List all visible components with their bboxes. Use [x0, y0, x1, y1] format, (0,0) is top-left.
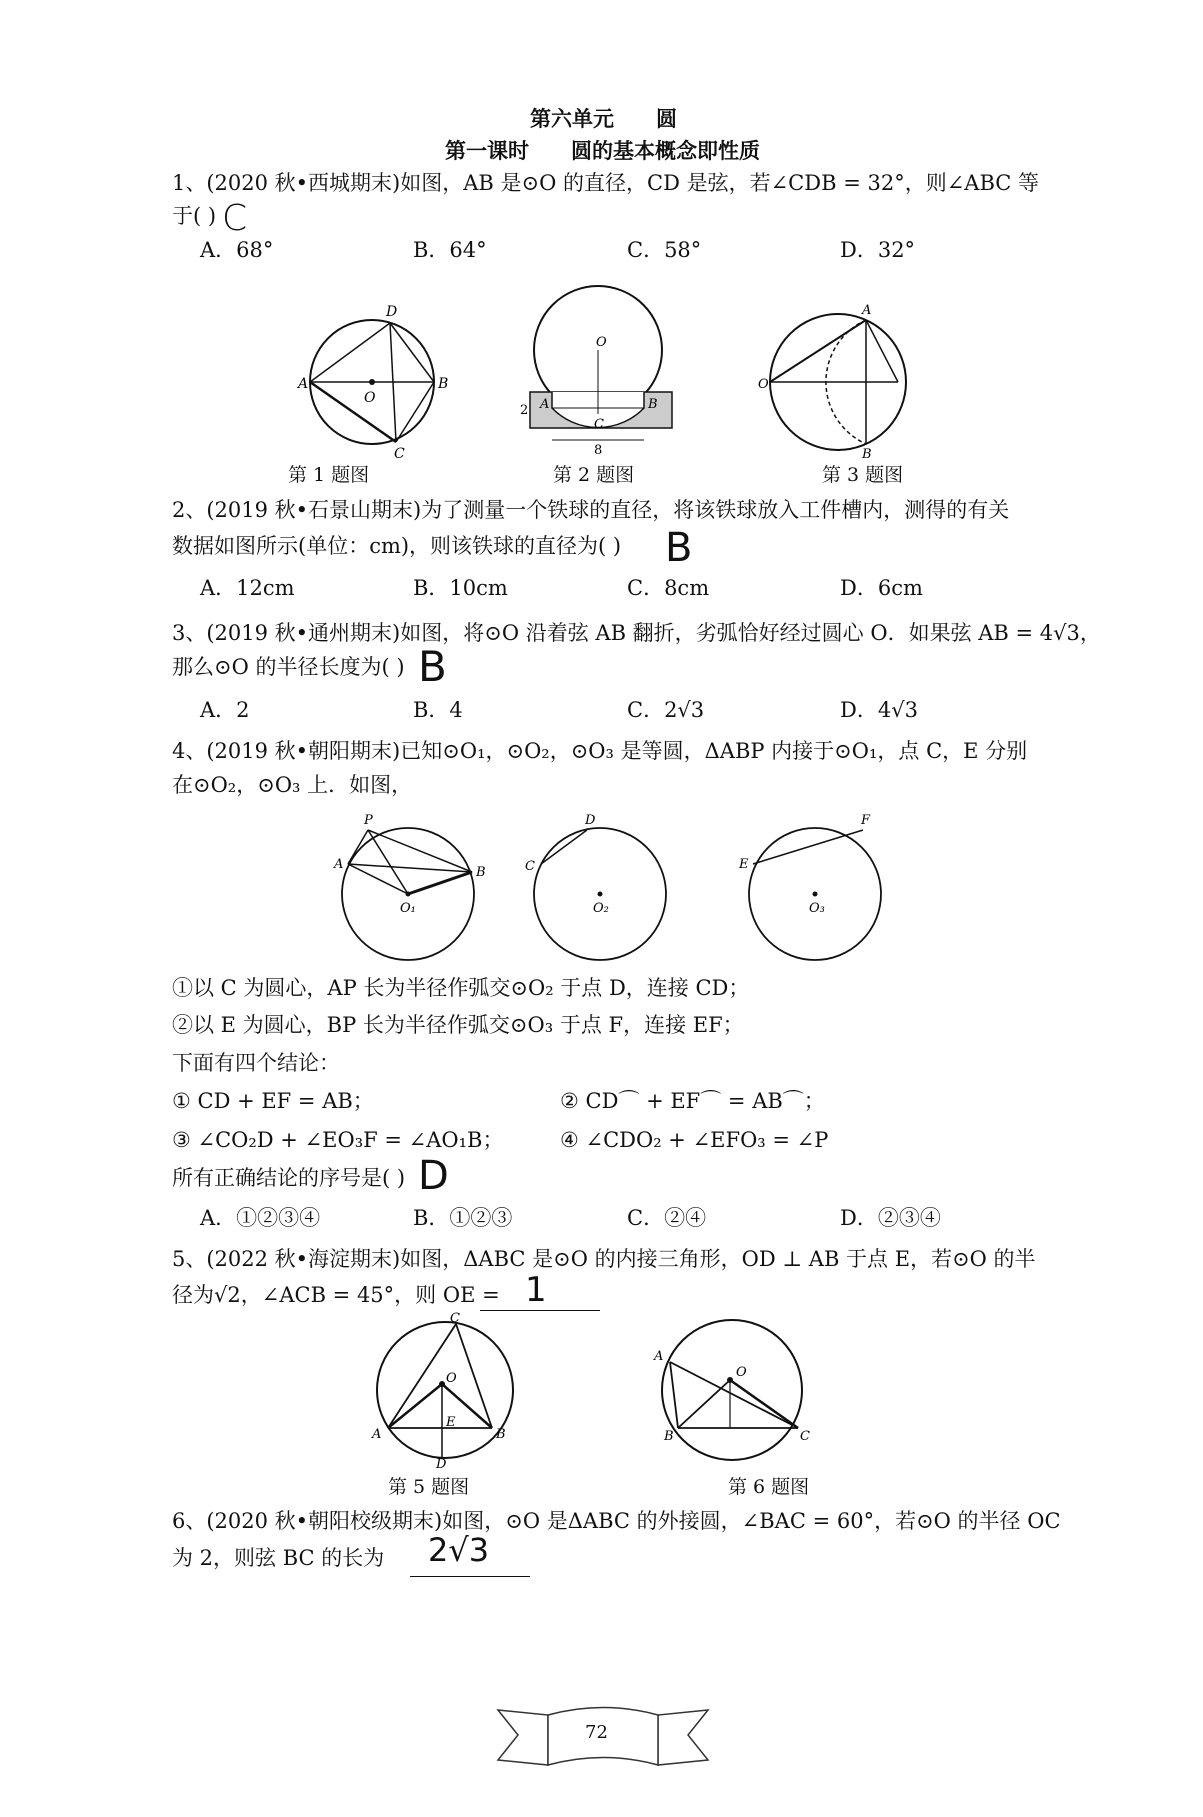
figure-1-caption: 第 1 题图	[288, 464, 370, 486]
svg-text:O₃: O₃	[809, 901, 825, 916]
q3-handwritten-answer: B	[418, 642, 447, 691]
svg-text:O₁: O₁	[400, 901, 416, 916]
q4-conclusion-intro: 下面有四个结论：	[172, 1051, 340, 1075]
svg-text:O: O	[758, 377, 769, 392]
svg-text:B: B	[496, 1427, 506, 1442]
svg-text:D: D	[436, 1457, 447, 1472]
q2-stem-line2: 数据如图所示(单位：cm)，则该铁球的直径为( )	[172, 534, 622, 558]
figure-2-ball-in-slot	[518, 300, 683, 460]
q4-option-b: B．①②③	[413, 1206, 513, 1230]
lesson-title: 第一课时 圆的基本概念即性质	[445, 138, 760, 163]
q4-conclusion-4: ④ ∠CDO₂ + ∠EFO₃ = ∠P	[560, 1128, 829, 1152]
svg-text:A: A	[334, 857, 344, 872]
q3-option-d: D．4√3	[840, 698, 918, 722]
q4-option-c: C．②④	[627, 1206, 707, 1230]
svg-text:E: E	[446, 1415, 456, 1430]
q3-stem-line2: 那么⊙O 的半径长度为( )	[172, 655, 405, 679]
figure-3-folded-circle	[758, 300, 918, 460]
q6-handwritten-answer: 2√3	[428, 1531, 490, 1569]
svg-text:O: O	[364, 390, 376, 406]
svg-text:C: C	[800, 1429, 810, 1444]
figure-5-caption: 第 5 题图	[388, 1476, 470, 1498]
q4-conclusion-3: ③ ∠CO₂D + ∠EO₃F = ∠AO₁B；	[172, 1128, 504, 1152]
q3-stem-line1: 3、(2019 秋•通州期末)如图，将⊙O 沿着弦 AB 翻折，劣弧恰好经过圆心 O．如果弦 AB = 4√3，	[172, 621, 1101, 645]
svg-text:D: D	[386, 304, 398, 320]
q1-stem-line1: 1、(2020 秋•西城期末)如图，AB 是⊙O 的直径，CD 是弦，若∠CDB = 32°，则∠ABC 等	[172, 171, 1040, 195]
q2-option-b: B．10cm	[413, 576, 508, 600]
page-number: 72	[585, 1722, 608, 1743]
figure-6-caption: 第 6 题图	[728, 1476, 810, 1498]
q1-option-c: C．58°	[627, 238, 702, 262]
svg-text:F: F	[861, 813, 871, 828]
q4-step1: ①以 C 为圆心，AP 长为半径作弧交⊙O₂ 于点 D，连接 CD；	[172, 976, 750, 1000]
figure-4-circle-o3	[735, 812, 895, 967]
figure-5-circle	[370, 1310, 520, 1470]
svg-text:E: E	[739, 857, 749, 872]
svg-text:B: B	[438, 376, 449, 392]
svg-text:B: B	[664, 1429, 674, 1444]
svg-text:D: D	[585, 813, 596, 828]
q4-handwritten-answer: D	[418, 1153, 449, 1199]
q1-handwritten-answer: C	[222, 198, 248, 239]
q4-stem-line2: 在⊙O₂，⊙O₃ 上．如图，	[172, 773, 413, 797]
figure-1-circle	[298, 300, 449, 462]
q4-option-d: D．②③④	[840, 1206, 941, 1230]
q4-option-a: A．①②③④	[200, 1206, 321, 1230]
q4-stem-line1: 4、(2019 秋•朝阳期末)已知⊙O₁，⊙O₂，⊙O₃ 是等圆，ΔABP 内接于⊙O₁，点 C，E 分别	[172, 739, 1028, 763]
q4-step2: ②以 E 为圆心，BP 长为半径作弧交⊙O₃ 于点 F，连接 EF；	[172, 1013, 744, 1037]
q6-stem-line1: 6、(2020 秋•朝阳校级期末)如图，⊙O 是ΔABC 的外接圆，∠BAC = 60°，若⊙O 的半径 OC	[172, 1509, 1061, 1533]
fig2-w-label: 8	[594, 443, 603, 458]
svg-text:O: O	[736, 1365, 747, 1380]
fig2-c-label: C	[594, 417, 604, 432]
svg-text:B: B	[476, 865, 486, 880]
svg-text:O: O	[446, 1371, 457, 1386]
q1-option-b: B．64°	[413, 238, 487, 262]
q4-conclusion-2: ② CD⌒ + EF⌒ = AB⌒；	[560, 1089, 825, 1113]
q2-stem-line1: 2、(2019 秋•石景山期末)为了测量一个铁球的直径，将该铁球放入工件槽内，测得的有关	[172, 498, 1010, 522]
svg-text:A: A	[298, 376, 309, 392]
figure-6-circle	[650, 1310, 815, 1470]
svg-text:A: A	[372, 1427, 382, 1442]
q1-stem-line2: 于( )	[172, 204, 217, 228]
q2-option-d: D．6cm	[840, 576, 923, 600]
svg-text:C: C	[394, 446, 405, 462]
svg-text:B: B	[862, 447, 872, 462]
q1-option-a: A．68°	[200, 238, 274, 262]
q3-option-a: A．2	[200, 698, 250, 722]
figure-3-caption: 第 3 题图	[822, 464, 904, 486]
q4-ask: 所有正确结论的序号是( )	[172, 1166, 406, 1190]
unit-title: 第六单元 圆	[530, 106, 677, 131]
svg-text:O₂: O₂	[593, 901, 609, 916]
svg-text:P: P	[364, 813, 373, 828]
fig2-o-label: O	[596, 335, 607, 350]
q6-stem-line2: 为 2，则弦 BC 的长为	[172, 1546, 385, 1570]
q5-stem-line2: 径为√2，∠ACB = 45°，则 OE =	[172, 1283, 500, 1307]
figure-2-caption: 第 2 题图	[553, 464, 635, 486]
svg-text:A: A	[654, 1349, 664, 1364]
fig2-a-label: A	[540, 397, 550, 412]
figure-4-circle-o2	[525, 812, 675, 967]
q2-option-c: C．8cm	[627, 576, 710, 600]
fig2-h-label: 2	[520, 403, 529, 418]
q2-option-a: A．12cm	[200, 576, 295, 600]
q5-stem-line1: 5、(2022 秋•海淀期末)如图，ΔABC 是⊙O 的内接三角形，OD ⊥ AB 于点 E，若⊙O 的半	[172, 1247, 1036, 1271]
q3-option-c: C．2√3	[627, 698, 705, 722]
svg-text:C: C	[450, 1311, 460, 1326]
fig2-b-label: B	[648, 397, 658, 412]
figure-4-circle-o1	[330, 812, 490, 967]
q5-handwritten-answer: 1	[525, 1270, 547, 1310]
q1-option-d: D．32°	[840, 238, 916, 262]
svg-text:C: C	[525, 859, 535, 874]
q4-conclusion-1: ① CD + EF = AB；	[172, 1089, 374, 1113]
q2-handwritten-answer: B	[665, 525, 693, 571]
svg-text:A: A	[862, 303, 872, 318]
q3-option-b: B．4	[413, 698, 463, 722]
